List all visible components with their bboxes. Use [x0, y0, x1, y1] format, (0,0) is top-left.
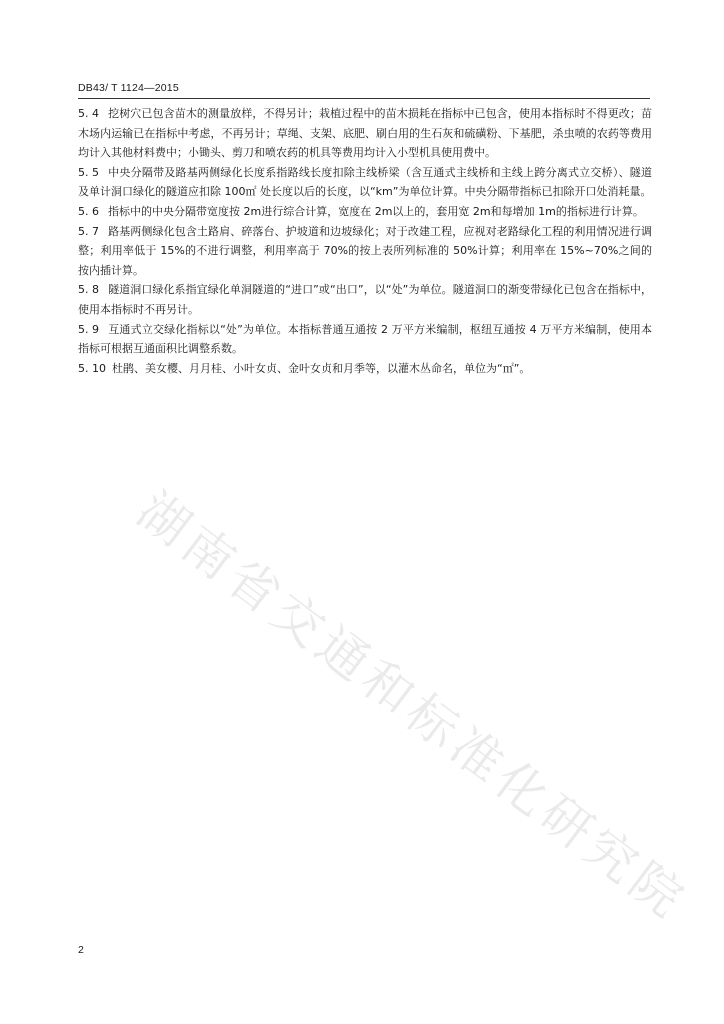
document-code: DB43/ T 1124—2015	[78, 82, 179, 94]
clause-number: 5. 6	[78, 204, 99, 218]
clause-number: 5. 5	[78, 165, 99, 179]
clause-5-7	[78, 222, 652, 281]
clause-5-9	[78, 320, 652, 359]
clause-text: 杜鹃、美女樱、月月桂、小叶女贞、金叶女贞和月季等，以灌木丛命名，单位为“㎡”。	[112, 361, 531, 375]
clause-number: 5. 10	[78, 361, 106, 375]
clause-text: 隧道洞口绿化系指宜绿化单洞隧道的“进口”或“出口”，以“处”为单位。隧道洞口的渐变带绿化已包含在指标中，使用本指标时不再另计。	[78, 283, 652, 316]
clause-number: 5. 9	[78, 322, 99, 336]
clause-5-5	[78, 163, 652, 202]
clause-text: 互通式立交绿化指标以“处”为单位。本指标普通互通按 2 万平方米编制，枢纽互通按 4 万平方米编制，使用本指标可根据互通面积比调整系数。	[78, 322, 652, 356]
page-number: 2	[78, 944, 84, 956]
header-rule	[78, 98, 650, 99]
watermark: 湖南省交通和标准化研究院	[126, 480, 699, 932]
clause-text: 中央分隔带及路基两侧绿化长度系指路线长度扣除主线桥梁（含互通式主线桥和主线上跨分离式立交桥）、隧道及单计洞口绿化的隧道应扣除 100㎡ 处长度以后的长度，以“km”为单位计算。中央分隔带指标已扣除开口处消耗量。	[78, 165, 652, 199]
clause-number: 5. 8	[78, 283, 99, 297]
clause-5-4	[78, 104, 652, 163]
clause-5-8	[78, 280, 652, 319]
clause-text: 挖树穴已包含苗木的测量放样，不得另计；栽植过程中的苗木损耗在指标中已包含，使用本指标时不得更改；苗木场内运输已在指标中考虑，不再另计；草绳、支架、底肥、刷白用的生石灰和硫磺粉、下基肥，杀虫喷的农药等费用均计入其他材料费中；小锄头、剪刀和喷农药的机具等费用均计入小型机具使用费中。	[78, 107, 652, 160]
clause-5-10	[78, 359, 652, 379]
clause-list	[78, 104, 652, 378]
clause-5-6	[78, 202, 652, 222]
clause-text: 指标中的中央分隔带宽度按 2m进行综合计算，宽度在 2m以上的，套用宽 2m和每增加 1m的指标进行计算。	[108, 204, 644, 218]
clause-text: 路基两侧绿化包含土路肩、碎落台、护坡道和边坡绿化；对于改建工程，应视对老路绿化工程的利用情况进行调整；利用率低于 15%的不进行调整，利用率高于 70%的按上表所列标准的 50%计算；利用率在 15%~70%之间的按内插计算。	[78, 224, 652, 277]
clause-number: 5. 7	[78, 224, 99, 238]
clause-number: 5. 4	[78, 107, 99, 120]
